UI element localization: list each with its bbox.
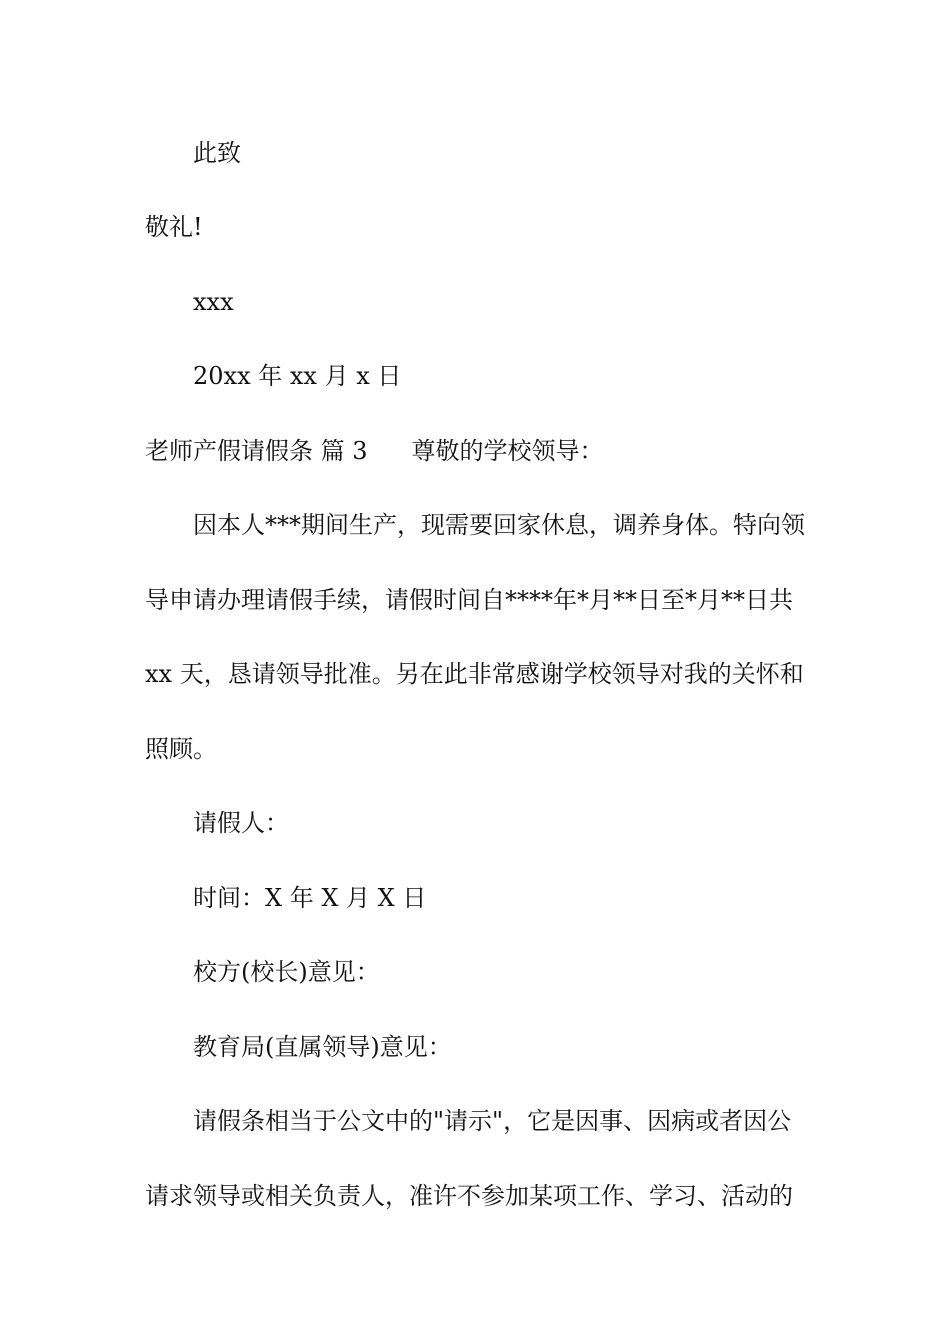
school-opinion-field: 校方(校长)意见：: [193, 958, 380, 986]
salute-line: 敬礼!: [145, 213, 203, 241]
date-line: 20xx 年 xx 月 x 日: [193, 362, 402, 390]
body-line-1: 因本人***期间生产，现需要回家休息，调养身体。特向领: [193, 511, 805, 539]
body-line-4: 照顾。: [145, 735, 217, 763]
closing-line: 此致: [193, 139, 241, 167]
section-title: 老师产假请假条 篇 3: [145, 437, 368, 465]
body-line-2: 导申请办理请假手续，请假时间自****年*月**日至*月**日共: [145, 586, 793, 614]
section-heading: [145, 436, 604, 466]
explanation-line-2: 请求领导或相关负责人，准许不参加某项工作、学习、活动的: [145, 1182, 793, 1210]
time-field: 时间：X 年 X 月 X 日: [193, 884, 427, 912]
explanation-line-1: 请假条相当于公文中的"请示"，它是因事、因病或者因公: [193, 1107, 792, 1135]
signer-line: xxx: [193, 288, 234, 316]
applicant-field: 请假人：: [193, 809, 289, 837]
body-line-3: xx 天，恳请领导批准。另在此非常感谢学校领导对我的关怀和: [145, 660, 804, 688]
bureau-opinion-field: 教育局(直属领导)意见：: [193, 1033, 452, 1061]
section-greeting: 尊敬的学校领导：: [411, 437, 604, 465]
